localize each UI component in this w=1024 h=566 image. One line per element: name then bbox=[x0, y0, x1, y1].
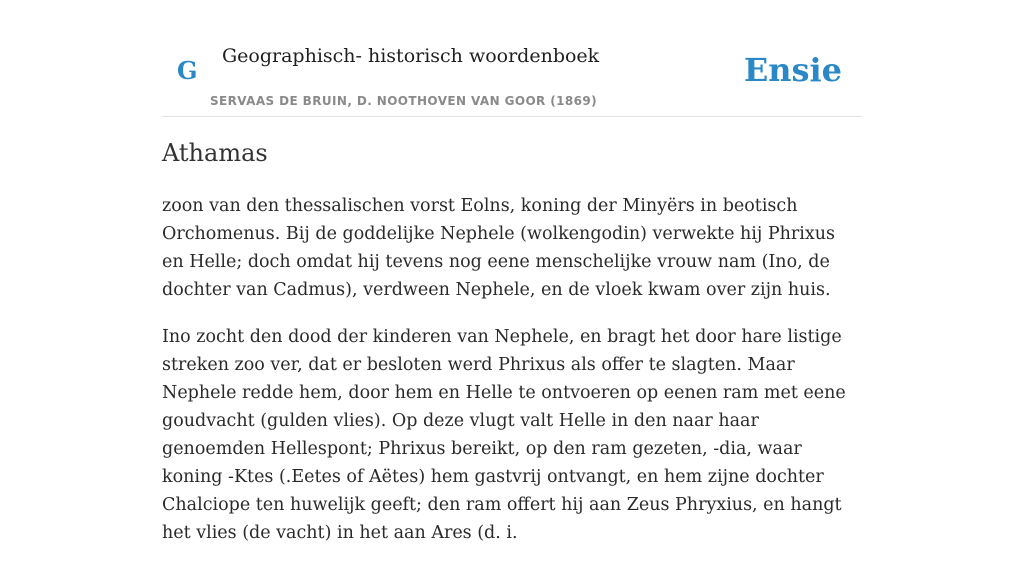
paragraph: Ino zocht den dood der kinderen van Nephele, en bragt het door hare listige streken zoo ver, dat er besloten werd Phrixus als offer te slagten. Maar Nephele redde hem, door hem en Helle te ontvoeren op eenen ram met eene goudvacht (gulden vlies). Op deze vlugt valt Helle in den naar haar genoemden Hellespont; Phrixus bereikt, op den ram gezeten, -dia, waar koning -Ktes (.Eetes of Aëtes) hem gastvrij ontvangt, en hem zijne dochter Chalciope ten huwelijk geeft; den ram offert hij aan Zeus Phryxius, en hangt het vlies (de vacht) in het aan Ares (d. i. bbox=[162, 327, 846, 543]
entry-body bbox=[162, 192, 862, 566]
paragraph: zoon van den thessalischen vorst Eolns, koning der Minyërs in beotisch Orchomenus. Bij de goddelijke Nephele (wolkengodin) verwekte hij Phrixus en Helle; doch omdat hij tevens nog eene menschelijke vrouw nam (Ino, de dochter van Cadmus), verdween Nephele, en de vloek kwam over zijn huis. bbox=[162, 196, 835, 300]
book-letter-link[interactable]: G bbox=[177, 56, 198, 85]
entry-title: Athamas bbox=[162, 139, 268, 167]
book-title-link[interactable]: Geographisch- historisch woordenboek bbox=[222, 45, 600, 67]
book-header bbox=[162, 0, 862, 117]
book-authors: SERVAAS DE BRUIN, D. NOOTHOVEN VAN GOOR (1869) bbox=[210, 94, 598, 108]
ensie-logo[interactable]: Ensie bbox=[743, 51, 842, 89]
